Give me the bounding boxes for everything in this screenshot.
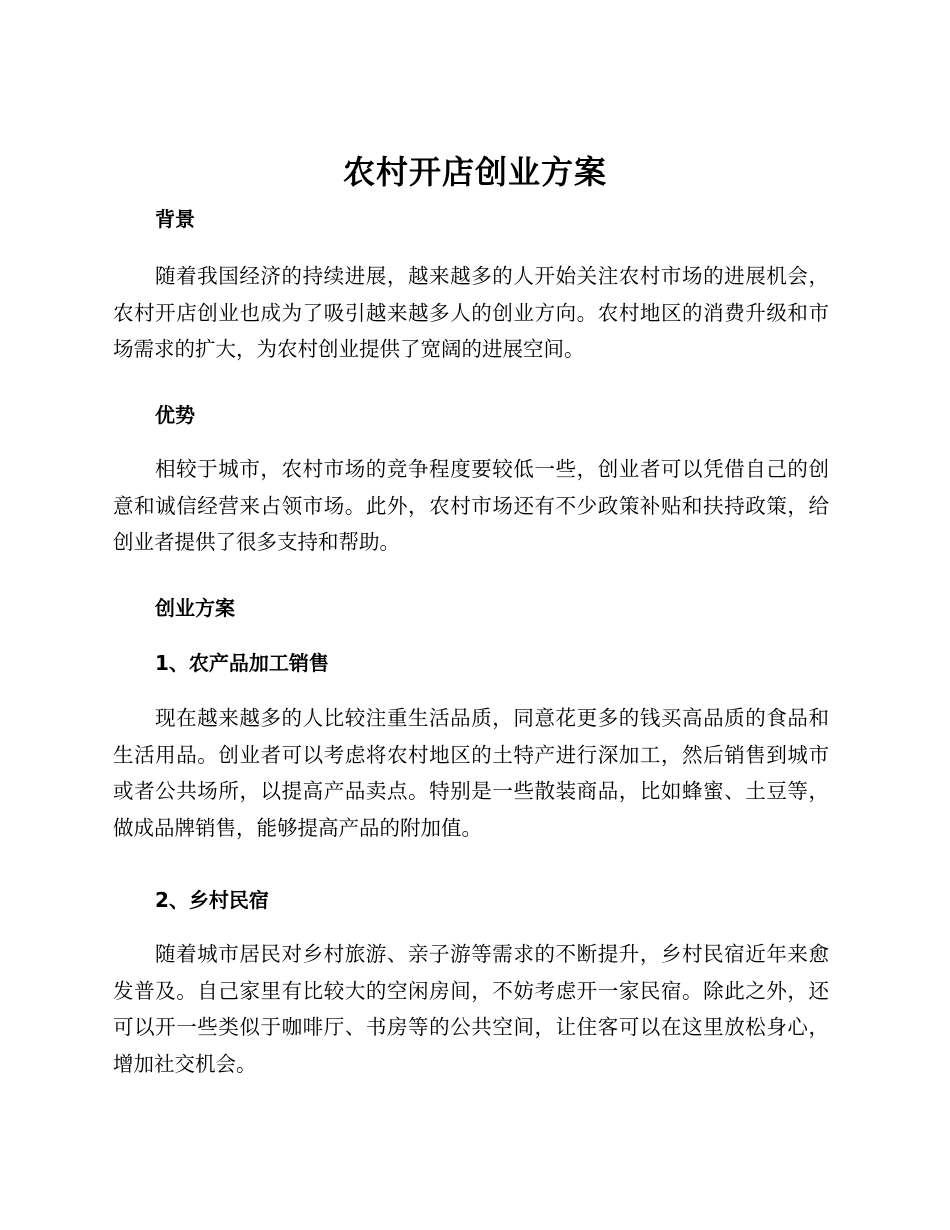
section-body-background: 随着我国经济的持续进展，越来越多的人开始关注农村市场的进展机会，农村开店创业也成为了吸引越来越多人的创业方向。农村地区的消费升级和市场需求的扩大，为农村创业提供了宽阔的进展空间。 xyxy=(113,264,829,361)
section-body-advantages: 相较于城市，农村市场的竞争程度要较低一些，创业者可以凭借自己的创意和诚信经营来占领市场。此外，农村市场还有不少政策补贴和扶持政策，给创业者提供了很多支持和帮助。 xyxy=(113,457,829,554)
section-heading-plan-2: 2、乡村民宿 xyxy=(155,888,269,912)
document-title: 农村开店创业方案 xyxy=(342,153,607,191)
section-heading-plan-1: 1、农产品加工销售 xyxy=(155,651,329,675)
section-heading-advantages: 优势 xyxy=(155,403,195,427)
section-heading-plan: 创业方案 xyxy=(155,596,235,620)
section-body-plan-1: 现在越来越多的人比较注重生活品质，同意花更多的钱买高品质的食品和生活用品。创业者可以考虑将农村地区的土特产进行深加工，然后销售到城市或者公共场所，以提高产品卖点。特别是一些散装商品，比如蜂蜜、土豆等，做成品牌销售，能够提高产品的附加值。 xyxy=(113,706,829,840)
section-heading-background: 背景 xyxy=(155,207,195,231)
section-body-plan-2: 随着城市居民对乡村旅游、亲子游等需求的不断提升，乡村民宿近年来愈发普及。自己家里有比较大的空闲房间，不妨考虑开一家民宿。除此之外，还可以开一些类似于咖啡厅、书房等的公共空间，让住客可以在这里放松身心，增加社交机会。 xyxy=(113,942,829,1076)
